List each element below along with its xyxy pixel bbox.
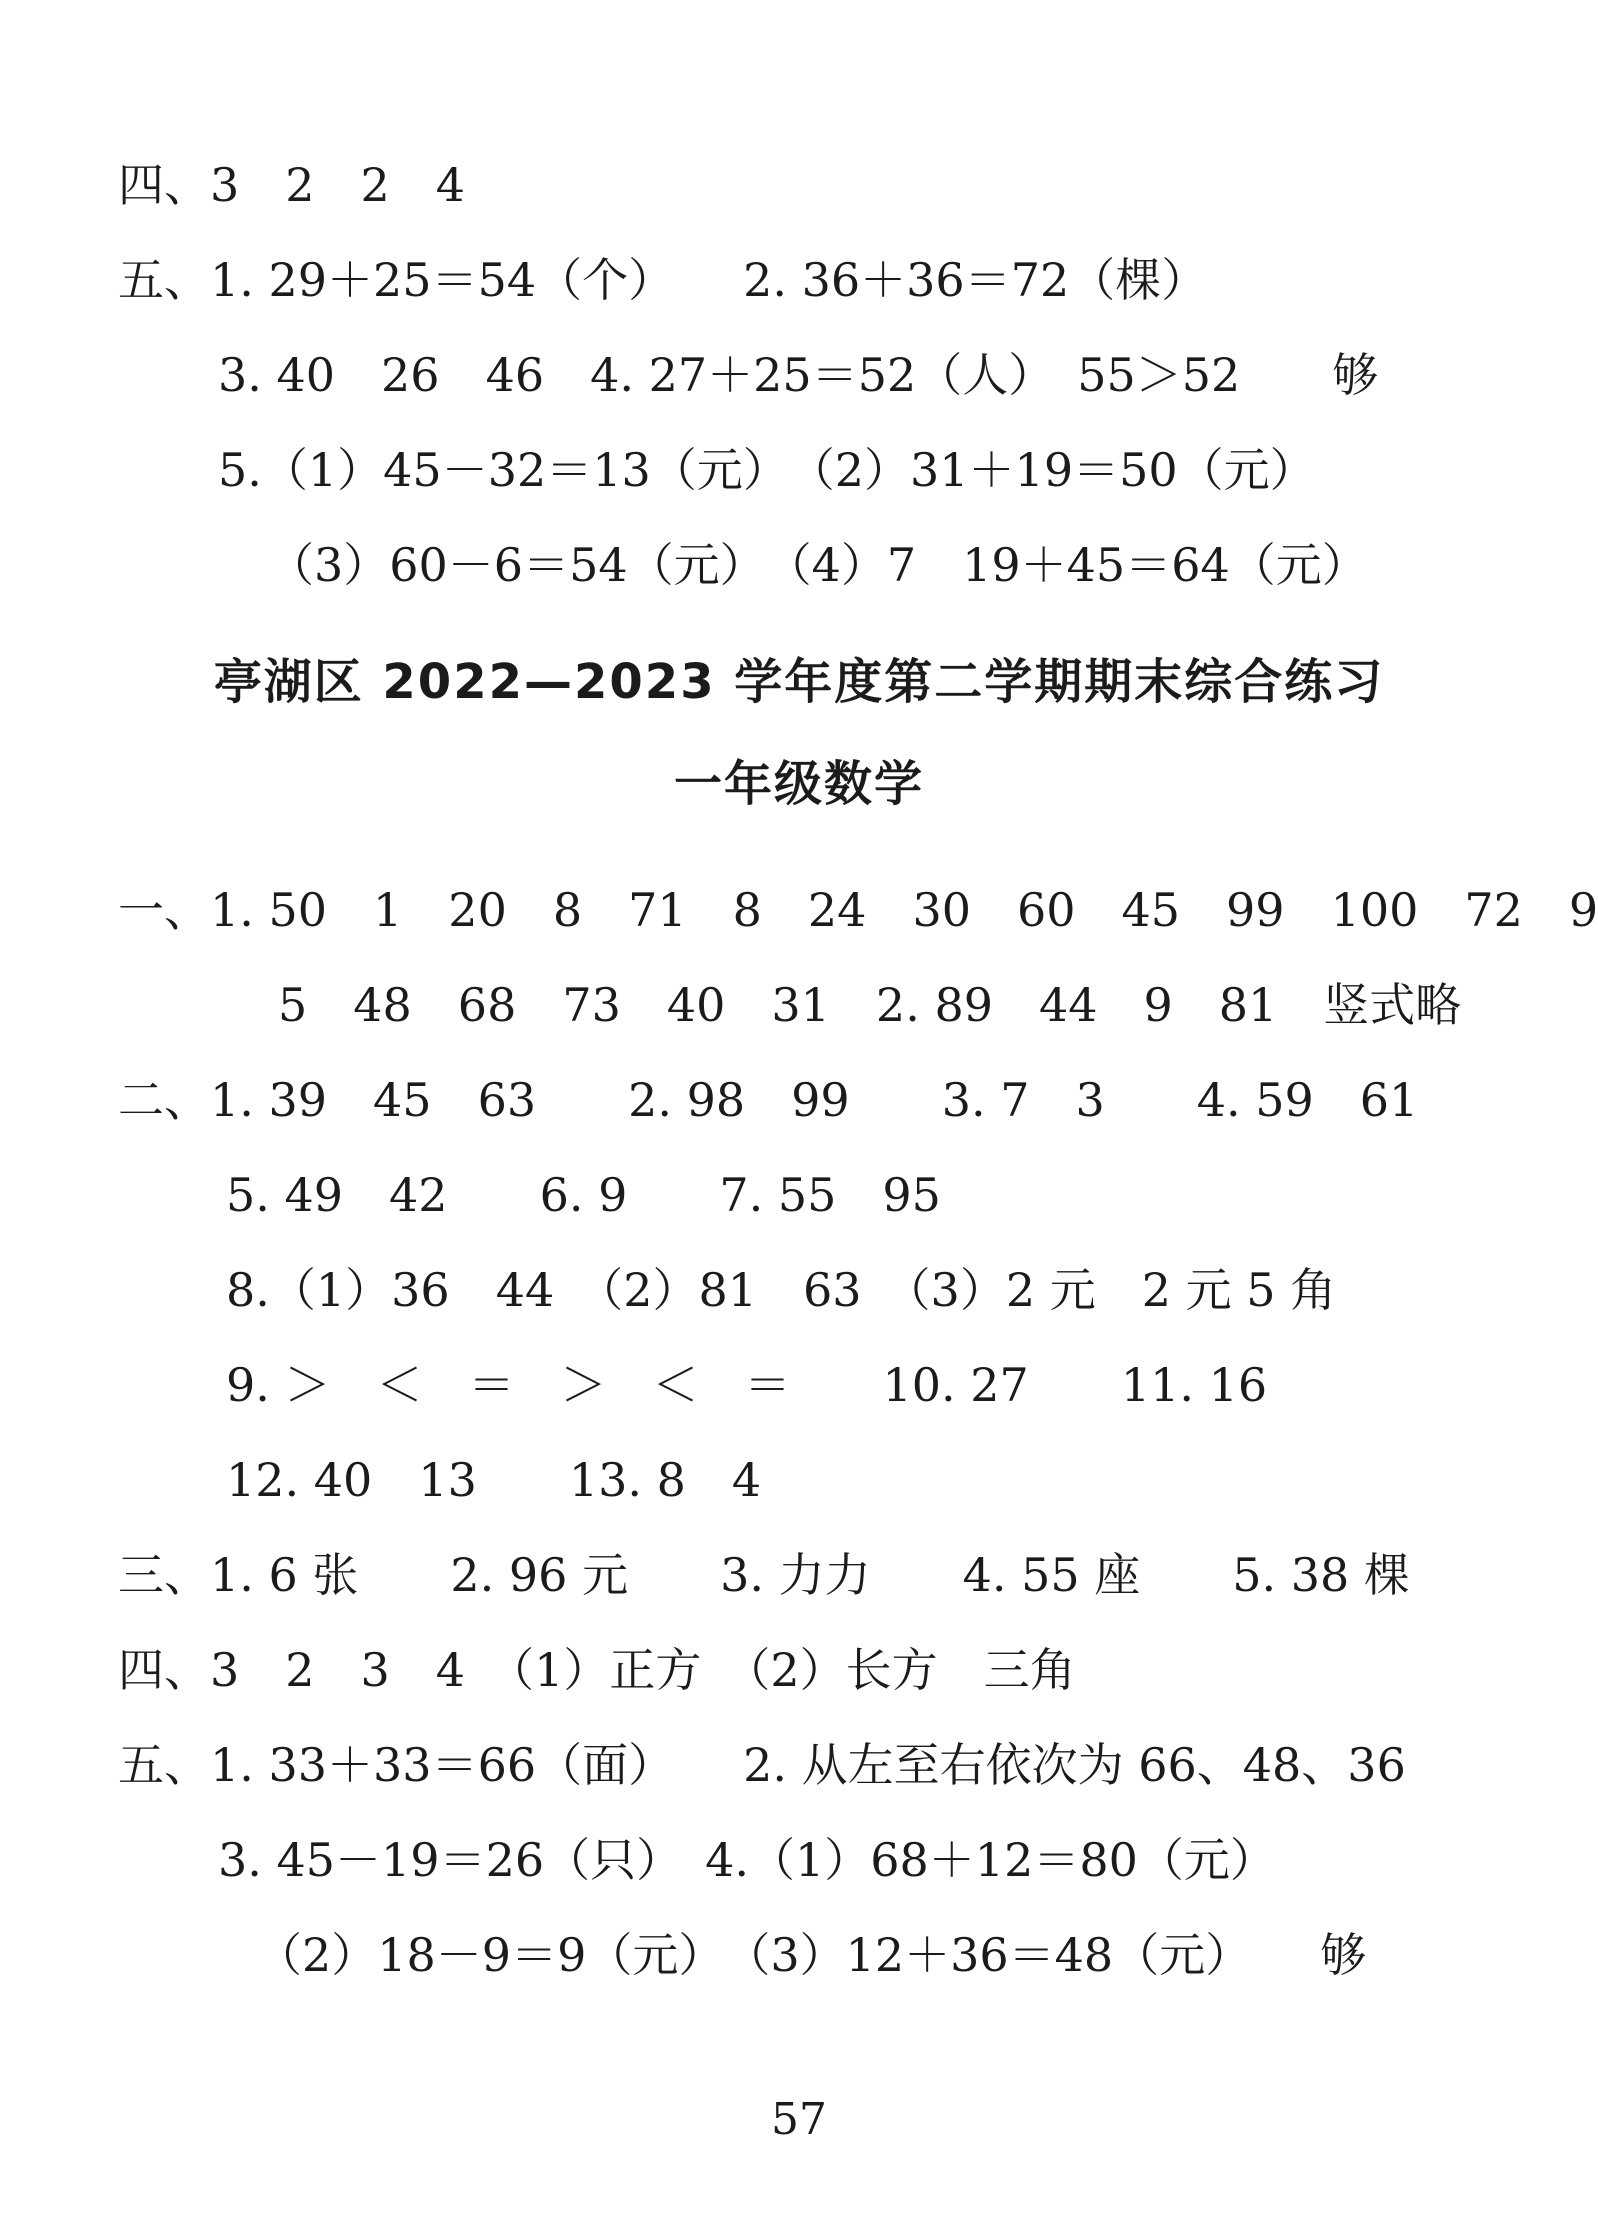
answer-line-11: 3. 45－19＝26（只） 4.（1）68＋12＝80（元） bbox=[218, 1833, 1276, 1887]
prev-section-line-5: （3）60－6＝54（元） （4）7 19＋45＝64（元） bbox=[268, 538, 1368, 592]
prev-section-line-3: 3. 40 26 46 4. 27＋25＝52（人） 55＞52 够 bbox=[218, 348, 1379, 402]
prev-section-line-1: 四、3 2 2 4 bbox=[118, 158, 466, 212]
answer-line-7: 12. 40 13 13. 8 4 bbox=[226, 1453, 762, 1507]
prev-section-line-2: 五、1. 29＋25＝54（个） 2. 36＋36＝72（棵） bbox=[118, 253, 1208, 307]
answer-line-2: 5 48 68 73 40 31 2. 89 44 9 81 竖式略 bbox=[278, 978, 1462, 1032]
answer-line-3: 二、1. 39 45 63 2. 98 99 3. 7 3 4. 59 61 bbox=[118, 1073, 1419, 1127]
answer-line-8: 三、1. 6 张 2. 96 元 3. 力力 4. 55 座 5. 38 棵 bbox=[118, 1548, 1410, 1602]
page-title: 亭湖区 2022—2023 学年度第二学期期末综合练习 bbox=[213, 654, 1385, 710]
answer-line-6: 9. ＞ ＜ ＝ ＞ ＜ ＝ 10. 27 11. 16 bbox=[226, 1358, 1268, 1412]
answer-line-9: 四、3 2 3 4 （1）正方 （2）长方 三角 bbox=[118, 1643, 1076, 1697]
page-subtitle: 一年级数学 bbox=[673, 756, 924, 812]
answer-line-12: （2）18－9＝9（元） （3）12＋36＝48（元） 够 bbox=[256, 1928, 1367, 1982]
answer-line-1: 一、1. 50 1 20 8 71 8 24 30 60 45 99 100 72 9 bbox=[118, 883, 1598, 937]
prev-section-line-4: 5.（1）45－32＝13（元） （2）31＋19＝50（元） bbox=[218, 443, 1316, 497]
answer-line-5: 8.（1）36 44 （2）81 63 （3）2 元 2 元 5 角 bbox=[226, 1263, 1337, 1317]
page-number: 57 bbox=[771, 2094, 827, 2145]
answer-line-10: 五、1. 33＋33＝66（面） 2. 从左至右依次为 66、48、36 bbox=[118, 1738, 1406, 1792]
answer-line-4: 5. 49 42 6. 9 7. 55 95 bbox=[226, 1168, 941, 1222]
